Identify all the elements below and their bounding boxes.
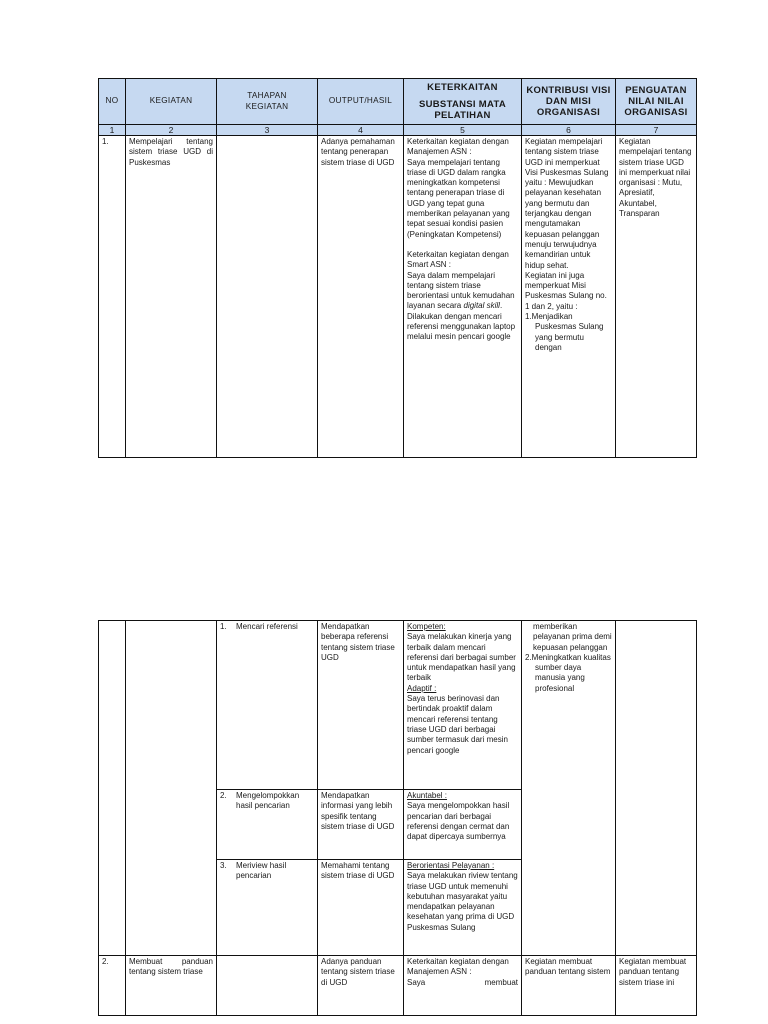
misi-item: 2.Meningkatkan kualitas sumber daya manusia yang profesional [525, 652, 611, 693]
col-number: 6 [522, 125, 616, 136]
col-number: 3 [217, 125, 318, 136]
row-number [99, 621, 126, 956]
header-no: NO [99, 79, 126, 125]
header-output: OUTPUT/HASIL [318, 79, 404, 125]
header-kegiatan: KEGIATAN [126, 79, 217, 125]
row-number: 2. [99, 956, 126, 1016]
keterkaitan-text: Saya mempelajari tentang triase di UGD dalam rangka meningkatkan kompetensi tentang penerapan triase di UGD yang tepat guna memberikan pelayanan yang tepat sesuai kondisi pasien (Peningkatan Kompetensi) [407, 157, 510, 239]
penguatan-cell: Kegiatan membuat panduan tentang sistem triase ini [616, 956, 697, 1016]
kontribusi-text: Kegiatan ini juga memperkuat Misi Puskesmas Sulang no. 1 dan 2, yaitu : [525, 270, 607, 311]
keterkaitan-heading: Kompeten: [407, 622, 446, 631]
tahapan-cell [217, 621, 318, 790]
kegiatan-cell: Mempelajari tentang sistem triase UGD di Puskesmas [126, 136, 217, 458]
tahapan-cell [217, 790, 318, 860]
keterkaitan-heading: Keterkaitan kegiatan dengan Smart ASN : [407, 249, 509, 270]
tahapan-number: 2. [220, 791, 227, 800]
tahapan-cell [217, 956, 318, 1016]
tahapan-text: Mencari referensi [236, 622, 298, 631]
col-number: 2 [126, 125, 217, 136]
kontribusi-cell [522, 136, 616, 458]
keterkaitan-heading: Berorientasi Pelayanan : [407, 861, 495, 870]
col-number: 7 [616, 125, 697, 136]
row-number: 1. [99, 136, 126, 458]
header-penguatan: PENGUATAN NILAI NILAI ORGANISASI [616, 79, 697, 125]
keterkaitan-heading: Adaptif : [407, 683, 437, 693]
keterkaitan-text: Saya membuat [407, 977, 518, 987]
table-row [99, 621, 697, 790]
table-row [99, 136, 697, 458]
header-tahapan: TAHAPAN KEGIATAN [217, 79, 318, 125]
penguatan-cell [616, 621, 697, 956]
tahapan-number: 3. [220, 861, 227, 870]
kegiatan-cell [126, 621, 217, 956]
keterkaitan-cell [404, 621, 522, 790]
activity-table-page-2 [98, 620, 697, 1016]
col-number: 1 [99, 125, 126, 136]
keterkaitan-heading: Keterkaitan kegiatan dengan Manajemen ASN : [407, 957, 509, 977]
keterkaitan-text: . Dilakukan dengan mencari referensi menggunakan laptop melalui mesin pencari google [407, 301, 516, 342]
keterkaitan-heading: Akuntabel : [407, 791, 448, 800]
misi-item: 1.Menjadikan Puskesmas Sulang yang bermutu dengan [525, 312, 604, 352]
kontribusi-text: memberikan pelayanan prima demi kepuasan pelanggan [533, 622, 612, 652]
keterkaitan-italic: digital skill [463, 301, 500, 311]
output-cell: Adanya panduan tentang sistem triase di UGD [318, 956, 404, 1016]
tahapan-number: 1. [220, 622, 227, 631]
output-cell: Mendapatkan informasi yang lebih spesifik tentang sistem triase di UGD [318, 790, 404, 860]
output-cell: Memahami tentang sistem triase di UGD [318, 860, 404, 956]
col-number: 4 [318, 125, 404, 136]
kegiatan-cell: Membuat panduan tentang sistem triase [126, 956, 217, 1016]
keterkaitan-cell [404, 860, 522, 956]
tahapan-text: Meriview hasil pencarian [236, 861, 287, 881]
keterkaitan-cell [404, 956, 522, 1016]
keterkaitan-heading: Keterkaitan kegiatan dengan Manajemen ASN : [407, 137, 509, 157]
keterkaitan-cell [404, 136, 522, 458]
penguatan-cell: Kegiatan mempelajari tentang sistem triase UGD ini memperkuat nilai organisasi : Mutu, Apresiatif, Akuntabel, Transparan [616, 136, 697, 458]
col-number: 5 [404, 125, 522, 136]
keterkaitan-text: Saya terus berinovasi dan bertindak proaktif dalam mencari referensi tentang triase UGD dari berbagai sumber termasuk dari mesin pencari google [407, 694, 508, 755]
column-number-row [99, 125, 697, 136]
kontribusi-cell [522, 621, 616, 956]
kontribusi-cell: Kegiatan membuat panduan tentang sistem [522, 956, 616, 1016]
header-keterkaitan: KETERKAITAN SUBSTANSI MATA PELATIHAN [404, 79, 522, 125]
output-cell: Adanya pemahaman tentang penerapan sistem triase di UGD [318, 136, 404, 458]
tahapan-cell [217, 136, 318, 458]
tahapan-text: Mengelompokkan hasil pencarian [236, 791, 300, 811]
table-row [99, 956, 697, 1016]
keterkaitan-cell [404, 790, 522, 860]
output-cell: Mendapatkan beberapa referensi tentang sistem triase UGD [318, 621, 404, 790]
kontribusi-text: Kegiatan mempelajari tentang sistem triase UGD ini memperkuat Visi Puskesmas Sulang yaitu : Mewujudkan pelayanan kesehatan yang bermutu dan terjangkau dengan mengutamakan kepuasan pelanggan menuju terwujudnya kemandirian untuk hidup sehat. [525, 137, 609, 270]
table-header-row [99, 79, 697, 125]
tahapan-cell [217, 860, 318, 956]
keterkaitan-text: Saya melakukan kinerja yang terbaik dalam mencari referensi dari berbagai sumber untuk mendapatkan hasil yang terbaik [407, 632, 516, 683]
keterkaitan-text: Saya dalam mempelajari tentang sistem triase berorientasi untuk kemudahan layanan secara [407, 270, 515, 311]
keterkaitan-text: Saya mengelompokkan hasil pencarian dari berbagai referensi dengan cermat dan dapat dipercaya sumbernya [407, 801, 510, 842]
keterkaitan-text: Saya melakukan riview tentang triase UGD untuk memenuhi kebutuhan masyarakat yaitu mendapatkan pelayanan kesehatan yang prima di UGD Puskesmas Sulang [407, 871, 518, 932]
activity-table-page-1 [98, 78, 697, 458]
header-kontribusi: KONTRIBUSI VISI DAN MISI ORGANISASI [522, 79, 616, 125]
